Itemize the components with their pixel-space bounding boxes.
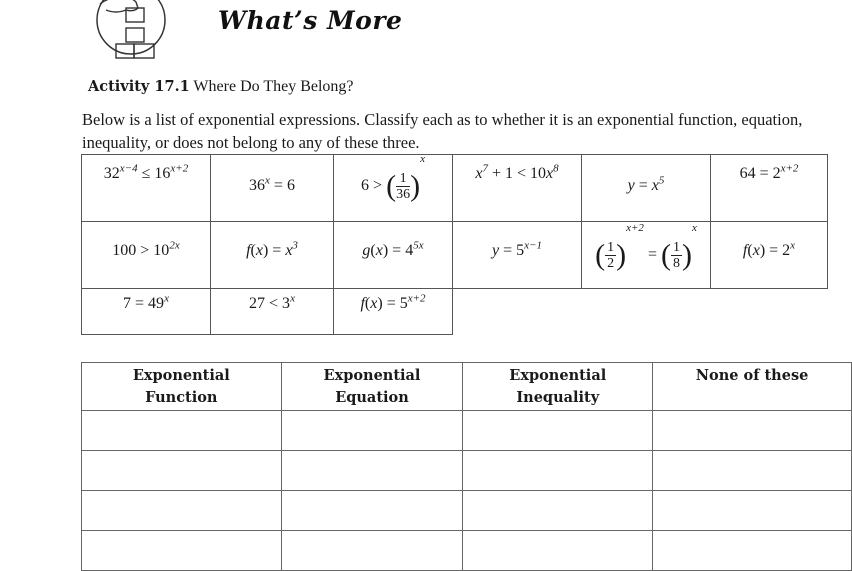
answer-cell[interactable]: [653, 451, 852, 491]
column-header-function: Exponential Function: [82, 363, 282, 411]
column-header-none: None of these: [653, 363, 852, 411]
expression-cell: $100 > 10^{2x}$: [82, 222, 211, 289]
activity-name: Where Do They Belong?: [189, 78, 354, 95]
expression-cell: $y = 5^{x-1}$: [453, 222, 582, 289]
table-row: [82, 155, 828, 222]
answer-cell[interactable]: [82, 491, 282, 531]
answer-cell[interactable]: [82, 531, 282, 571]
answer-cell[interactable]: [653, 491, 852, 531]
column-header-equation: Exponential Equation: [281, 363, 463, 411]
answer-row: [82, 451, 852, 491]
expression-cell: $27 < 3^x$: [211, 289, 334, 335]
expression-cell: 6 > ( $\frac{1}{36}$ )$^x$: [334, 155, 453, 222]
answer-cell[interactable]: [653, 411, 852, 451]
expression-cell: $f(x) = 5^{x+2}$: [334, 289, 453, 335]
answer-cell[interactable]: [82, 411, 282, 451]
answer-cell[interactable]: [281, 491, 463, 531]
table-row: [82, 289, 828, 335]
answer-cell[interactable]: [463, 531, 653, 571]
expressions-table: [81, 154, 828, 335]
answer-cell[interactable]: [82, 451, 282, 491]
answer-cell[interactable]: [463, 451, 653, 491]
answer-cell[interactable]: [281, 451, 463, 491]
expression-cell: $g(x) = 4^{5x}$: [334, 222, 453, 289]
expression-cell: $f(x) = 2^x$: [711, 222, 828, 289]
expression-cell: $64 = 2^{x+2}$: [711, 155, 828, 222]
answer-row: [82, 531, 852, 571]
answer-cell[interactable]: [281, 411, 463, 451]
answer-cell[interactable]: [463, 491, 653, 531]
expression-cell: $y = x^5$: [582, 155, 711, 222]
answer-cell[interactable]: [653, 531, 852, 571]
activity-heading: [88, 78, 354, 96]
instructions: Below is a list of exponential expressions. Classify each as to whether it is an exponential function, equation, inequality, or does not belong to any of these three.: [82, 110, 803, 152]
hand-stacking-blocks-icon: [96, 0, 166, 66]
expression-cell: $32^{x-4} \le 16^{x+2}$: [82, 155, 211, 222]
activity-number: Activity 17.1: [88, 78, 190, 95]
section-title: What’s More: [218, 6, 403, 35]
answer-row: [82, 411, 852, 451]
expression-cell: $36^x = 6$: [211, 155, 334, 222]
classification-table: [81, 362, 852, 571]
header-row: [82, 363, 852, 411]
column-header-inequality: Exponential Inequality: [463, 363, 653, 411]
expression-cell: $7 = 49^x$: [82, 289, 211, 335]
expression-cell: $f(x) = x^3$: [211, 222, 334, 289]
answer-row: [82, 491, 852, 531]
answer-cell[interactable]: [281, 531, 463, 571]
expression-cell: ( $\frac{1}{2}$ )$^{x+2}$ = ( $\frac{1}{8}$ )$^x$: [582, 222, 711, 289]
table-row: [82, 222, 828, 289]
expression-cell: $x^7 + 1 < 10x^8$: [453, 155, 582, 222]
answer-cell[interactable]: [463, 411, 653, 451]
